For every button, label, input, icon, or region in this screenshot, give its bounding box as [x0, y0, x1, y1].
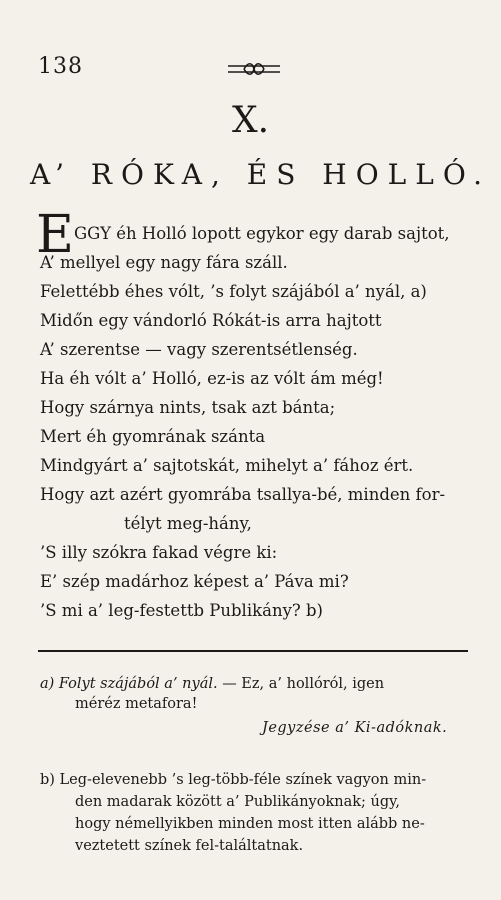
poem-line: télyt meg-hány, — [124, 514, 252, 533]
poem-line: A’ mellyel egy nagy fára száll. — [40, 253, 288, 272]
footnote-b-line: den madarak között a’ Publikányoknak; úgy, — [75, 794, 401, 810]
poem-line: Hogy szárnya nints, tsak azt bánta; — [40, 398, 336, 417]
poem-line: ’S mi a’ leg-festettb Publikány? b) — [40, 601, 323, 620]
footnote-b-line: b) Leg-elevenebb ’s leg-több-féle színek vagyon min- — [40, 772, 427, 788]
poem-line: E’ szép madárhoz képest a’ Páva mi? — [40, 572, 349, 591]
poem-line: A’ szerentse — vagy szerentsétlenség. — [40, 340, 358, 359]
footnote-a-line — [40, 676, 384, 692]
poem-line: Mert éh gyomrának szánta — [40, 427, 266, 446]
printer-ornament-icon — [226, 62, 282, 76]
drop-cap: E — [36, 205, 74, 265]
footnote-divider — [38, 650, 468, 652]
footnote-a-attribution: Jegyzése a’ Ki-adóknak. — [262, 720, 448, 736]
poem-line: Ha éh vólt a’ Holló, ez-is az vólt ám még! — [40, 369, 384, 388]
poem-line: GGY éh Holló lopott egykor egy darab sajtot, — [74, 224, 450, 243]
footnote-b-line: veztetett színek fel-találtatnak. — [75, 838, 304, 854]
page-number: 138 — [38, 54, 83, 79]
poem-line: Felettébb éhes vólt, ’s folyt szájából a’ nyál, a) — [40, 282, 427, 301]
footnote-a-lead: a) Folyt szájából a’ nyál. — [40, 676, 218, 692]
footnote-a-line: méréz metafora! — [75, 696, 198, 712]
poem-line: ’S illy szókra fakad végre ki: — [40, 543, 278, 562]
poem-line: Hogy azt azért gyomrába tsallya-bé, minden for- — [40, 485, 446, 504]
poem-line: Mindgyárt a’ sajtotskát, mihelyt a’ fához ért. — [40, 456, 414, 475]
chapter-number: X. — [231, 100, 270, 141]
fable-title: A’ RÓKA, ÉS HOLLÓ. — [30, 158, 492, 191]
footnote-a-text: — Ez, a’ hollóról, igen — [222, 676, 385, 692]
poem-line: Midőn egy vándorló Rókát-is arra hajtott — [40, 311, 382, 330]
footnote-b-line: hogy némellyikben minden most itten alább ne- — [75, 816, 425, 832]
